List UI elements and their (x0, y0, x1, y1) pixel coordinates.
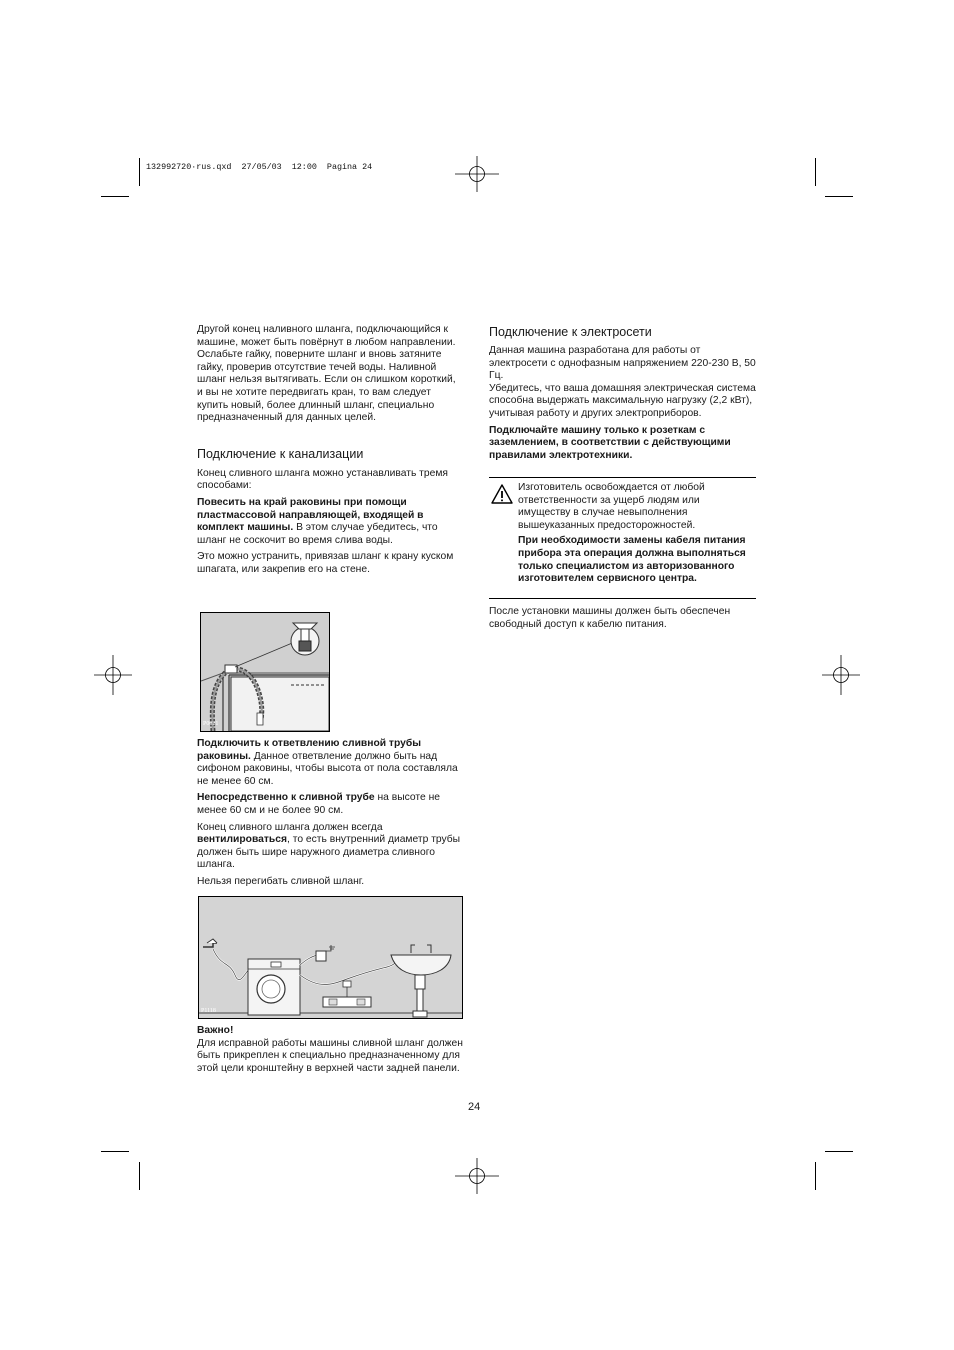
drain-paragraph-6: Конец сливного шланга должен всегда вентилироваться, то есть внутренний диаметр трубы должен быть шире наружного диаметра сливного шланга. (197, 821, 461, 871)
sink-hose-illustration (200, 612, 330, 732)
drain-paragraph-4-bold: Подключить к ответвлению сливной трубы раковины. (197, 738, 422, 762)
crop-mark (825, 1151, 853, 1152)
crop-mark (825, 196, 853, 197)
crop-mark (139, 1162, 140, 1190)
print-header: 132992720·rus.qxd 27/05/03 12:00 Pagina 24 (146, 162, 373, 172)
warning-text (518, 482, 754, 586)
registration-mark-icon (455, 156, 499, 192)
installation-overview-illustration (198, 896, 463, 1019)
elec-heading: Подключение к электросети (489, 325, 652, 339)
left-column (197, 324, 459, 581)
elec-paragraph-3: Подключайте машину только к розеткам с заземлением, в соответствии с действующими правилами электротехники. (489, 424, 731, 461)
drain-paragraph-5 (197, 792, 461, 817)
important-note (197, 1025, 463, 1075)
drain-paragraph-4 (197, 738, 461, 788)
warning-triangle-icon (491, 484, 513, 504)
drain-paragraph-3: Это можно устранить, привязав шланг к крану куском шпагата, или закрепив его на стене. (197, 551, 454, 575)
drain-paragraph-7: Нельзя перегибать сливной шланг. (197, 875, 365, 887)
elec-paragraph-2: Убедитесь, что ваша домашняя электрическая система способна выдержать максимальную нагрузку (2,2 кВт), учитывая работу и других электроприборов. (489, 382, 756, 419)
drain-paragraph-1: Конец сливного шланга можно устанавливать тремя способами: (197, 467, 448, 492)
drain-paragraph-5-bold: Непосредственно к сливной трубе (197, 792, 375, 804)
elec-paragraph-1: Данная машина разработана для работы от электросети с однофазным напряжением 220-230 В, 50 Гц. (489, 345, 756, 382)
drain-heading: Подключение к канализации (197, 446, 364, 461)
warning-box (489, 477, 756, 599)
important-title: Важно! (197, 1025, 234, 1036)
drain-paragraph-2 (197, 497, 459, 547)
warning-paragraph-2: При необходимости замены кабеля питания прибора эта операция должна выполняться только специалистом из авторизованного изготовителем сервисного центра. (518, 535, 746, 585)
crop-mark (101, 1151, 129, 1152)
drain-paragraph-4-rest: Данное ответвление должно быть над сифоном раковины, чтобы высота от пола составляла не менее 60 см. (197, 750, 458, 787)
registration-mark-icon (455, 1158, 499, 1194)
warning-paragraph-1: Изготовитель освобождается от любой ответственности за ущерб людям или имуществу в случае невыполнения вышеуказанных предосторожностей. (518, 482, 705, 531)
drain-paragraph-5-rest: на высоте не менее 60 см и не более 90 см. (197, 792, 440, 816)
right-column-footer (489, 606, 757, 635)
figure-code: P0021 (203, 721, 219, 727)
drain-paragraph-2-bold: Повесить на край раковины при помощи пластмассовой направляющей, входящей в комплект машины. (197, 496, 424, 534)
crop-mark (101, 196, 129, 197)
registration-mark-icon (822, 655, 860, 695)
crop-mark (815, 1162, 816, 1190)
figure-code: P1118 (201, 1008, 216, 1014)
elec-paragraph-4: После установки машины должен быть обеспечен свободный доступ к кабелю питания. (489, 606, 731, 630)
intro-paragraph: Другой конец наливного шланга, подключающийся к машине, может быть повёрнут в любом направлении. Ослабьте гайку, поверните шланг и вновь затяните гайку, проверив отсутствие течей воды. Наливной шланг нельзя вытягивать. Если он слишком короткий, и вы не хотите передвигать кран, то вам следует купить новый, более длинный шланг, специально предназначенный для данных целей. (197, 324, 456, 424)
drain-paragraph-2-rest: В этом случае убедитесь, что шланг не соскочит во время слива воды. (197, 522, 438, 546)
registration-mark-icon (94, 655, 132, 695)
left-column-continued (197, 738, 461, 893)
page-number: 24 (468, 1101, 481, 1113)
right-column (489, 325, 757, 466)
crop-mark (139, 158, 140, 186)
crop-mark (815, 158, 816, 186)
important-text: Для исправной работы машины сливной шланг должен быть прикреплен к специально предназначенному для этой цели кронштейну в верхней части задней панели. (197, 1037, 463, 1074)
